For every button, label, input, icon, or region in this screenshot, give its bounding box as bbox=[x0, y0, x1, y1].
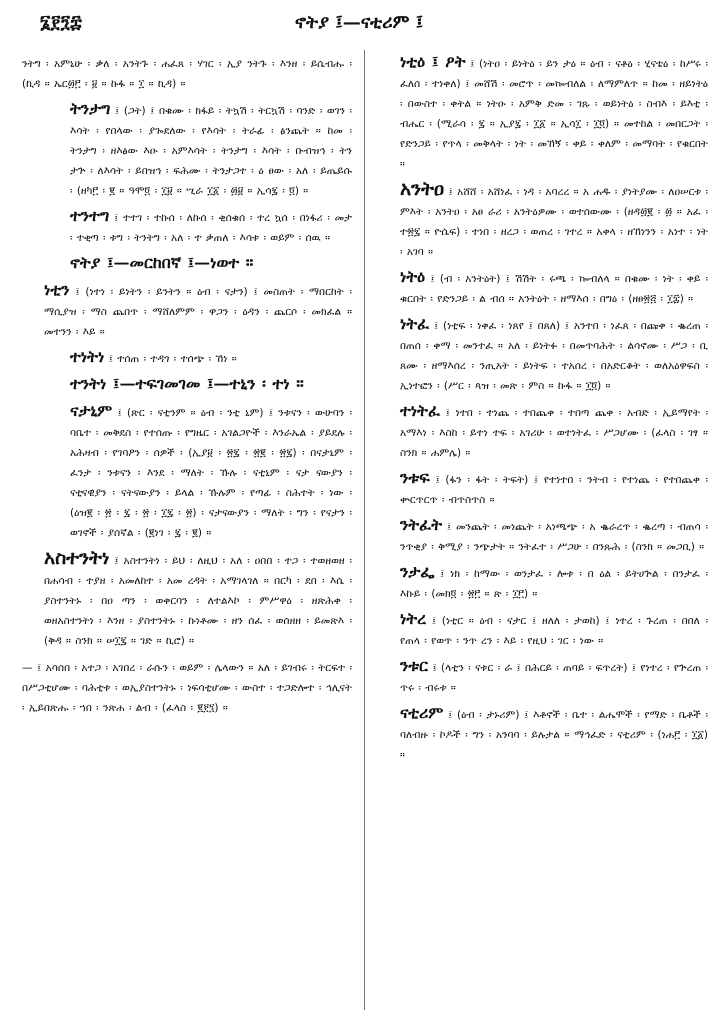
entry bbox=[378, 267, 708, 309]
entry-text: ፤ ነተበ ፡ ተነጨ ፡ ተበጨቀ ፡ ተበጣ ጨቀ ፡ አብድ ፡ ኢይማየት ፡ አማእነ ፡ እስከ ፡ ይተነ ተፍ ፡ አገሪሁ ፡ ወተነትፈ ፡ ሥጋሆሙ ፡ (ፈላስ ፡ ገፃ ። ስንክ ። ሐምሌ) ። bbox=[400, 407, 708, 459]
entry-text: ፤ (ነቲር ። ዕብ ፡ ናታር ፤ ዘለለ ፡ ታወከ) ፤ ነተረ ፡ ጉረጠ ፡ በበለ ፡ የጠላ ፡ የወጥ ፡ ንጥ ረን ፡ እይ ፡ የዚህ ፡ ገር ፡ ነው ። bbox=[400, 615, 708, 647]
entry bbox=[378, 515, 708, 557]
entry bbox=[378, 401, 708, 463]
entry-headword: ተነትነ bbox=[70, 347, 105, 366]
entry-text: ፤ (ላቲን ፡ ናቱር ፡ ራ ፤ በሕርይ ፡ ጠባይ ፡ ፍጥረት) ፤ የነተረ ፡ የጕረጠ ፡ ጥሩ ፡ ብሩቱ ። bbox=[400, 662, 708, 694]
entry bbox=[22, 548, 352, 651]
entry-headword: ነትዕ bbox=[400, 267, 426, 286]
page-header bbox=[0, 10, 718, 40]
entry-headword: ነትረ bbox=[400, 609, 427, 628]
entry bbox=[378, 314, 708, 396]
entry-headword: ትንታግ bbox=[70, 99, 111, 118]
entry-text: ፤ (ፋን ፡ ፋት ፡ ትፍት) ፤ የተነተበ ፡ ንትብ ፡ የተነጨ ፡ የተበጨቀ ፡ ቍርጥርጥ ፡ ብጥስጥስ ። bbox=[400, 474, 708, 506]
entry-text: ፤ ተሰጠ ፡ ተዳጎ ፡ ተሰጭ ፡ ኸነ ። bbox=[108, 353, 237, 365]
entry bbox=[22, 374, 352, 396]
entry-headword: ንታፌ bbox=[400, 562, 435, 581]
entry bbox=[22, 280, 352, 342]
right-column bbox=[378, 52, 708, 1014]
entry bbox=[378, 562, 708, 604]
entry bbox=[22, 206, 352, 248]
running-head: ኖትያ ፤—ናቲሪም ፤ bbox=[294, 12, 424, 33]
entry-text: ፤ አሸሸ ፡ አሸነፈ ፡ ነዳ ፡ አባረረ ። አ ሐዱ ፡ ያነትያሙ ፡ ለዐሠርቱ ፡ ምእት ፡ አንትዐ ፡ አፀ ራሪ ፡ አንትዕዎሙ ፡ ወተሰውሙ ፡ (ዘዳ፴፪ ፡ ፴ ። አፈ ፡ ተ፳፯ ። ዮሴፍ) ፡ ተነበ ፡ ዘረጋ ፡ ወጠረ ፡ ገተረ ። አቀላ ፡ ዘኸነንን ፡ አነተ ፡ ነት ፡ አገባ ። bbox=[400, 186, 708, 258]
entry-headword: ነቲዕ ፤ ዖት bbox=[400, 52, 466, 71]
entry bbox=[378, 609, 708, 651]
entry-text: ፤ (ብ ፡ አንትዕት) ፤ ሽሽት ፡ ሩጫ ፡ ኰብለላ ። በቁሙ ፡ ነት ፡ ቀይ ፡ ቁርበት ፡ የድንጋይ ፡ ል ብሰ ። አንትዕት ፡ ዘማእሰ ፡ በግዕ ፡ (ዘፀ፳፭ ፡ ፲፰) ። bbox=[400, 273, 708, 305]
entry bbox=[22, 656, 352, 718]
entry-headword: ተንትነ ፤—ተፍገመገመ ፤—ተኒን ፡ ተነ ። bbox=[70, 374, 304, 393]
entry-headword: ንትፈት bbox=[400, 515, 443, 534]
entry-text: ፤ (ነትዐ ፡ ይነትዕ ፡ ይን ታዕ ። ዕብ ፡ ናቶዕ ፡ ሂናቴዕ ፡ ከሥሩ ፡ ፈለሰ ፡ ተነቀለ) ፤ መሸሽ ፡ መሮጥ ፡ መኰብለል ፡ ለማምለጥ ። ከመ ፡ ዘይነትዕ ፡ በውስተ ፡ ቀትል ። ነትዑ ፡ አምቅ ድመ ፡ ገጹ ፡ ወይነትዕ ፡ ስብእ ፡ ይእቲ ፡ ብሔር ፡ (ሚራሳ ፡ ፯ ። ኢያ፯ ፡ ፲፩ ። ኢሳ፲ ፡ ፲፬) ። መተከል ፡ መበርጋት ፡ የድንጋይ ፡ የጥላ ፡ መቅላት ፡ ነት ፡ መኸኝ ፡ ቀይ ፡ ቀለም ፡ መማባት ፡ የቁርበት ። bbox=[400, 58, 708, 170]
entry-text: ንትግ ፡ አምኒሁ ፡ ቃለ ፡ አንትጉ ፡ ሐፈጸ ፡ ሃገር ፡ ኢያ ንትጉ ፡ እንዘ ፡ ይሴብሑ ፡ (ኪዳ ። ኤር፴፫ ፡ ፱ ። ኩፋ ። ፲ ። ኪዳ) ። bbox=[22, 58, 352, 90]
entry bbox=[22, 99, 352, 201]
page-number: ፮፻፺፰ bbox=[40, 12, 82, 33]
entry-text: ፤ (ጽር ፡ ናቲንም ። ዕብ ፡ ንቲ ኒም) ፤ ንቱናን ፡ ውሁባን ፡ ባቤተ ፡ መቅደስ ፡ የተሰጡ ፡ የግዜር ፡ አገልጋዮች ፡ እንራኤል ፡ ያይደሉ ፡ አሕዛብ ፡ የገባዖን ፡ ሰዎች ፡ (ኢያ፱ ፡ ፳፯ ፡ ፳፪ ፡ ፳፯) ፡ በናታኒም ፡ ፈንታ ፡ ንቱናን ፡ እንደ ፡ ማለት ፡ ኹሉ ፡ ናቲኒም ፡ ናታ ናውያን ፡ ናቲናዊያን ፡ ናትናውያን ፡ ይላል ፡ ኹሉም ፡ የጣፊ ፡ ስሕተት ፡ ነው ፡ (ዕዝ፪ ፡ ፳ ፡ ፯ ፡ ፳ ፡ ፲፯ ፡ ፳) ፡ ናታናውያን ፡ ማለት ፡ ግን ፡ የናታን ፡ ወገኖች ፡ ያሰኛል ፡ (፪ነገ ፡ ፯ ፡ ፪) ። bbox=[70, 407, 352, 539]
entry-headword: ነትፈ bbox=[400, 314, 430, 333]
entry-text: ፤ (ነተነ ፡ ይነትን ፡ ይንትን ። ዕብ ፡ ናታን) ፤ መስጠት ፡ ማበርከት ፡ ማሲያዝ ፡ ማስ ጨበጥ ፡ ማሸለምም ፡ ዋጋን ፡ ዕዳን ፡ ጨርሶ ፡ መክፈል ። መተንን ፡ እይ ። bbox=[44, 286, 352, 338]
entry-headword: ናቲሪም bbox=[400, 703, 444, 722]
entry-headword: ናታኒም bbox=[70, 401, 113, 420]
entry-text: ፤ መንጨት ፡ መነጨት ፡ አነጫጭ ፡ አ ቈራረጥ ፡ ቈረጣ ፡ ብጠሳ ፡ ንጥቂያ ፡ ቅሚያ ፡ ንጭታት ። ንትፈተ ፡ ሥጋሁ ፡ በንጹሕ ፡ (ስንክ ። መጋቢ) ። bbox=[400, 521, 708, 553]
entry-headword: አስተንትነ bbox=[44, 547, 110, 569]
entry-headword: ንቱፍ bbox=[400, 468, 430, 487]
entry-text: ፤ (ጋት) ፤ በቁሙ ፡ ክፋይ ፡ ትኳሽ ፡ ትርኳሽ ፡ ባንድ ፡ ወገን ፡ እሳት ፡ የበላው ፡ ያጐደለው ፡ የእሳት ፡ ትራፊ ፡ ፅንጨት ። ከመ ፡ ትንታግ ፡ ዘእፅው እዑ ፡ አምእሳት ፡ ትንታግ ፡ እሳት ፡ ቡብዝኅ ፡ ትን ታጕ ፡ ለእሳት ፡ ይበዝኅ ፡ ፍሕሙ ፡ ትንታጋተ ፡ ዕ ፀው ፡ አለ ፡ ይጤይሱ ፡ (ዘካ፫ ፡ ፪ ። ዓሞ፬ ፡ ፲፱ ። ሢራ ፲፩ ፡ ፴፱ ። ኢሳ፯ ፡ ፬) ። bbox=[70, 105, 352, 197]
entry-headword: አንትዐ bbox=[400, 178, 445, 200]
entry bbox=[22, 347, 352, 369]
entry bbox=[378, 179, 708, 262]
entry-text: ፤ አስተንትነ ፡ ይህ ፡ ለዚህ ፡ አለ ፡ ዐበበ ፡ ተጋ ፡ ተወዘወዘ ፡ በሐሳብ ፡ ተያዘ ፡ አመለከተ ፡ አመ ረዳት ፡ አማገላገለ ። በርካ ፡ ደበ ፡ እሴ ፡ ያስተንትኑ ፡ በዐ ጣን ፡ ወቀርባን ፡ ለተልእኮ ፡ ምሥዋዕ ፡ ዘጽሕቀ ፡ ወዘአስተንትነ ፡ እንዘ ፡ ያስተንትኑ ፡ ኩነቶሙ ፡ ዘን ሰፈ ፡ ወሰዘዘ ፡ ይመጽእ ፡ (ቅዳ ። ስንክ ። ሠ፲፯ ። ገድ ። ኪሮ) ። bbox=[44, 555, 352, 647]
left-column bbox=[22, 52, 352, 1014]
entry-text: — ፤ አሳሰበ ፡ አተጋ ፡ አገበረ ፡ ራሱን ፡ ወይም ፡ ሌላውን ። አለ ፡ ይገብሩ ፡ ትርፍተ ፡ በሥጋቲሆሙ ፡ ባሕቲቱ ፡ ወኢያስተንትኑ ፡ ነፍሳቲሆሙ ፡ ውስተ ፡ ተጋድሎተ ፡ ኅሊናት ፡ ኢይበጽሑ ፡ ኀበ ፡ ንጽሐ ፡ ልብ ፡ (ፈላስ ፡ ፪፻፺) ። bbox=[22, 662, 352, 714]
entry bbox=[378, 52, 708, 174]
entry-headword: ተነትፈ bbox=[400, 401, 440, 420]
entry bbox=[22, 253, 352, 275]
entry-text: ፤ (ነቲፍ ፡ ነቀፈ ፡ ነጸየ ፤ በጸለ) ፤ አንተበ ፡ ነፈጸ ፡ በጩቀ ፡ ቈረጠ ፡ በጠሰ ፡ ቀማ ፡ መንተፈ ። አለ ፡ ይነትፉ ፡ በመጥባሕት ፡ ልሳኖሙ ፡ ሥጋ ፡ ቢ ጸሙ ፡ ዘማእሰረ ፡ ንጢአት ፡ ይነትፍ ፡ ተአሰረ ፡ በአድርቆት ፡ ወለአዕዋፍስ ፡ ኢነተፎን ፡ (ሥር ፡ ጳዝ ፡ መጽ ፡ ምስ ። ኩፋ ። ፲፬) ። bbox=[400, 320, 708, 392]
entry-headword: ኖትያ ፤—መርከበኛ ፤—ነወተ ። bbox=[70, 253, 254, 272]
entry-headword: ንቱር bbox=[400, 656, 429, 675]
entry-headword: ተንተግ bbox=[70, 206, 110, 225]
entry bbox=[22, 52, 352, 94]
entry bbox=[378, 468, 708, 510]
entry-text: ፤ (ዕብ ፡ ታኑሪም) ፤ እቶኖች ፡ ቤተ ፡ ልሔሞች ፡ የማድ ፡ ቤቶች ፡ ባለብዙ ፡ ኮዶች ፡ ግን ፡ አንባባ ፡ ይሉታል ። ማኅፈድ ፡ ናቲሪም ፡ (ነሐ፫ ፡ ፲፩) ። bbox=[400, 709, 708, 761]
entry bbox=[378, 703, 708, 765]
column-divider bbox=[364, 50, 365, 1010]
entry bbox=[22, 401, 352, 543]
entry bbox=[378, 656, 708, 698]
entry-text: ፤ ተተገ ፡ ተኩሰ ፡ ለኩሰ ፡ ቂሰቁሰ ፡ ተረ ኳሰ ፡ በነፋሪ ፡ መታ ፡ ተቂጣ ፡ ቱግ ፡ ትንትግ ፡ አለ ፡ ተ ቃጠለ ፡ እሳቱ ፡ ወይም ፡ ሰዉ ። bbox=[70, 212, 352, 244]
entry-headword: ነቲን bbox=[44, 280, 70, 299]
entry-text: ፤ ነክ ፡ ከማው ፡ ወንታፈ ፡ ሎቱ ፡ በ ዕል ፡ ይትሀጕል ፡ በንታፈ ፡ እኩይ ፡ (መክ፬ ፡ ፳፫ ። ጽ ፡ ፲፫) ። bbox=[400, 568, 708, 600]
